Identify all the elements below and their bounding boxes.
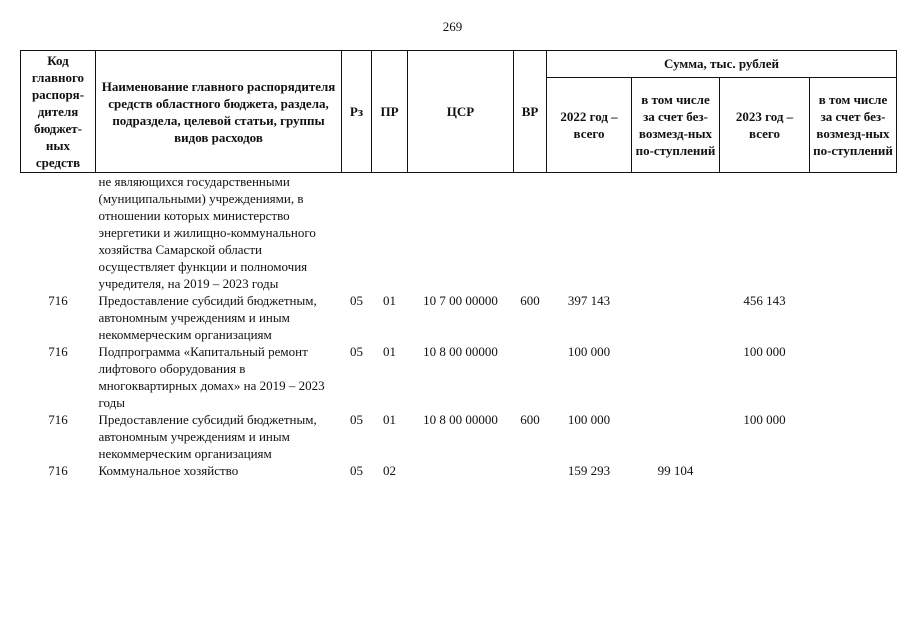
cell-vr: 600 <box>520 412 540 427</box>
header-name: Наименование главного распорядителя средств областного бюджета, раздела, подраздела, целевой статьи, группы видов расходов <box>96 51 342 173</box>
cell-2023-incl <box>810 411 897 462</box>
cell-code <box>21 173 96 293</box>
table-row <box>21 292 897 343</box>
cell-csr: 10 8 00 00000 <box>423 412 498 427</box>
cell-2022-total: 100 000 <box>567 344 611 359</box>
cell-name: Коммунальное хозяйство <box>98 463 239 478</box>
header-row <box>21 51 897 78</box>
cell-pr: 01 <box>383 293 396 308</box>
cell-2023-incl <box>810 343 897 411</box>
cell-2022-incl <box>632 411 720 462</box>
cell-2023-incl <box>810 292 897 343</box>
header-code: Код главного распоря-дителя бюджет-ных средств <box>21 51 96 173</box>
header-pr: ПР <box>372 51 408 173</box>
cell-2022-incl <box>632 343 720 411</box>
table-row <box>21 462 897 479</box>
cell-vr: 600 <box>520 293 540 308</box>
header-2023-incl: в том числе за счет без-возмезд-ных по-ступлений <box>810 77 897 172</box>
header-2022-incl: в том числе за счет без-возмезд-ных по-ступлений <box>632 77 720 172</box>
cell-name: Подпрограмма «Капитальный ремонт лифтового оборудования в многоквартирных домах» на 2019 – 2023 годы <box>98 344 325 410</box>
page-number: 269 <box>442 19 463 34</box>
header-csr: ЦСР <box>408 51 514 173</box>
cell-pr: 01 <box>383 344 396 359</box>
header-2023-total: 2023 год – всего <box>720 77 810 172</box>
header-rz: Рз <box>342 51 372 173</box>
budget-table <box>20 50 897 479</box>
cell-rz: 05 <box>350 463 363 478</box>
cell-rz: 05 <box>350 293 363 308</box>
cell-pr: 01 <box>383 412 396 427</box>
cell-2022-incl: 99 104 <box>657 463 694 478</box>
cell-rz: 05 <box>350 344 363 359</box>
cell-2022-total <box>547 173 632 293</box>
cell-csr: 10 7 00 00000 <box>423 293 498 308</box>
cell-name: Предоставление субсидий бюджетным, автономным учреждениям и иным некоммерческим организациям <box>98 412 317 461</box>
cell-2023-total: 100 000 <box>743 344 786 359</box>
cell-rz <box>342 173 372 293</box>
table-row <box>21 411 897 462</box>
cell-name: не являющихся государственными (муниципальными) учреждениями, в отношении которых министерство энергетики и жилищно-коммунального хозяйства Самарской области осуществляет функции и полномочия учредителя, на 2019 – 2023 годы <box>98 174 316 291</box>
cell-code: 716 <box>48 412 68 427</box>
cell-2022-incl <box>632 292 720 343</box>
cell-vr <box>514 173 547 293</box>
cell-2023-incl <box>810 462 897 479</box>
cell-vr <box>514 462 547 479</box>
table-row <box>21 173 897 293</box>
cell-code: 716 <box>48 463 68 478</box>
cell-2023-total: 100 000 <box>743 412 786 427</box>
header-vr: ВР <box>514 51 547 173</box>
header-sum: Сумма, тыс. рублей <box>547 51 897 78</box>
cell-2022-total: 159 293 <box>567 463 611 478</box>
cell-csr <box>408 173 514 293</box>
cell-name: Предоставление субсидий бюджетным, автономным учреждениям и иным некоммерческим организациям <box>98 293 317 342</box>
cell-2022-total: 100 000 <box>567 412 611 427</box>
cell-code: 716 <box>48 344 68 359</box>
header-2022-total: 2022 год – всего <box>547 77 632 172</box>
cell-2023-total <box>720 462 810 479</box>
cell-csr <box>408 462 514 479</box>
cell-vr <box>514 343 547 411</box>
cell-2023-total: 456 143 <box>743 293 786 308</box>
table-row <box>21 343 897 411</box>
cell-pr: 02 <box>383 463 396 478</box>
cell-csr: 10 8 00 00000 <box>423 344 498 359</box>
cell-rz: 05 <box>350 412 363 427</box>
cell-pr <box>372 173 408 293</box>
cell-code: 716 <box>48 293 68 308</box>
cell-2023-total <box>720 173 810 293</box>
cell-2022-incl <box>632 173 720 293</box>
cell-2022-total: 397 143 <box>567 293 611 308</box>
cell-2023-incl <box>810 173 897 293</box>
